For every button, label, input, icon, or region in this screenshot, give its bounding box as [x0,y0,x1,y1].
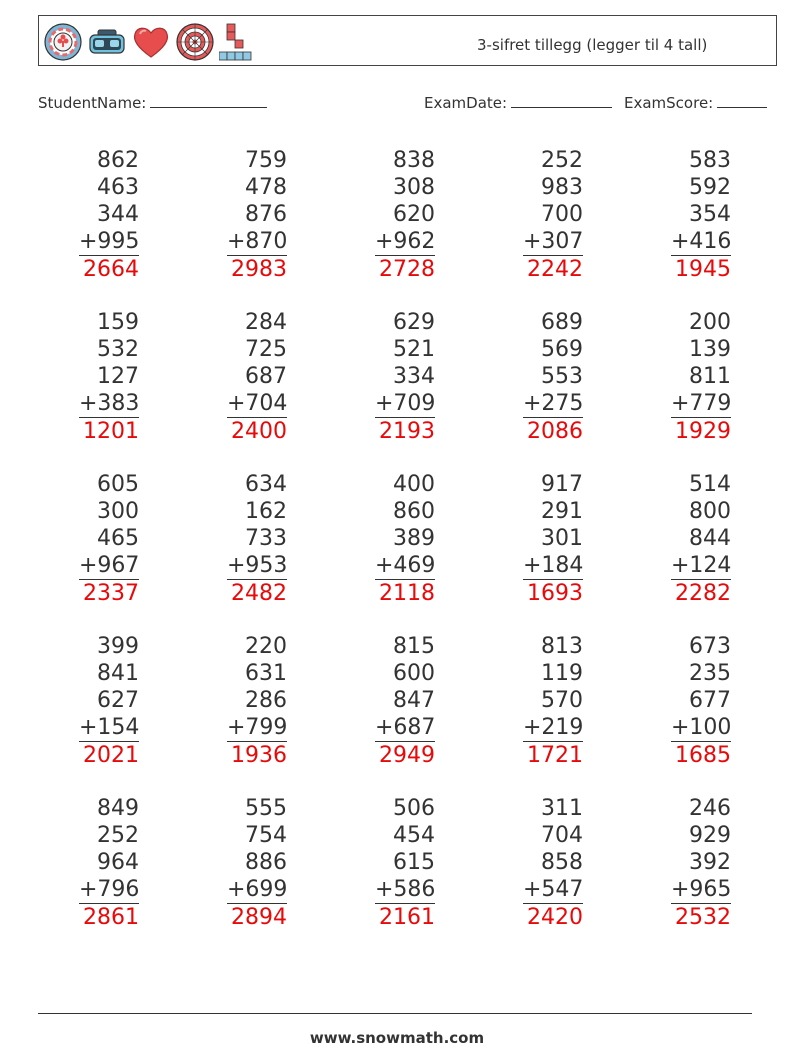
addend: 532 [97,337,139,362]
addend: 159 [97,310,139,335]
student-name-line[interactable] [150,93,267,108]
addend: 815 [393,634,435,659]
student-name-label: StudentName: [38,94,147,112]
addend: 876 [245,202,287,227]
answer: 1201 [83,419,139,444]
addend: 308 [393,175,435,200]
answer: 2118 [379,581,435,606]
problem-r3-c5 [671,471,731,607]
header-icons [43,22,259,62]
answer: 1945 [675,257,731,282]
addend-with-plus: +469 [375,553,436,578]
answer: 2420 [527,905,583,930]
addend: 399 [97,634,139,659]
addend: 983 [541,175,583,200]
problem-r4-c4 [523,633,583,769]
addend: 300 [97,499,139,524]
addend-with-plus: +275 [523,391,584,416]
answer: 2161 [379,905,435,930]
addend: 200 [689,310,731,335]
addend: 555 [245,796,287,821]
answer: 2894 [231,905,287,930]
answer: 1929 [675,419,731,444]
problem-r5-c3 [375,795,435,931]
problem-r2-c3 [375,309,435,445]
addend: 600 [393,661,435,686]
problem-r3-c4 [523,471,583,607]
addend: 704 [541,823,583,848]
vr-headset-icon [87,22,127,62]
footer-site: www.snowmath.com [309,1029,485,1047]
addend: 521 [393,337,435,362]
poker-chip-icon [43,22,83,62]
problem-r1-c5 [671,147,731,283]
exam-score-label: ExamScore: [624,94,714,112]
addend-with-plus: +953 [227,553,288,578]
problem-r4-c2 [227,633,287,769]
answer: 2282 [675,581,731,606]
addend: 252 [541,148,583,173]
addend: 286 [245,688,287,713]
addend: 570 [541,688,583,713]
addend: 592 [689,175,731,200]
problem-r4-c5 [671,633,731,769]
addend: 677 [689,688,731,713]
addend: 334 [393,364,435,389]
worksheet-title: 3-sifret tillegg (legger til 4 tall) [477,36,708,54]
addend: 700 [541,202,583,227]
addend-with-plus: +184 [523,553,584,578]
addend: 813 [541,634,583,659]
worksheet-header [38,15,777,66]
problem-r1-c1 [79,147,139,283]
exam-date-label: ExamDate: [424,94,508,112]
addend: 392 [689,850,731,875]
addend: 849 [97,796,139,821]
addend-with-plus: +779 [671,391,732,416]
addend: 354 [689,202,731,227]
addend: 862 [97,148,139,173]
addend: 844 [689,526,731,551]
addend: 127 [97,364,139,389]
problem-r1-c3 [375,147,435,283]
addend: 400 [393,472,435,497]
problem-r2-c1 [79,309,139,445]
answer: 2193 [379,419,435,444]
addend: 631 [245,661,287,686]
addend: 389 [393,526,435,551]
addend: 629 [393,310,435,335]
addend: 847 [393,688,435,713]
problem-r4-c1 [79,633,139,769]
addend: 478 [245,175,287,200]
addend: 687 [245,364,287,389]
student-name-field[interactable] [38,93,267,112]
answer: 2400 [231,419,287,444]
addend: 284 [245,310,287,335]
addend: 689 [541,310,583,335]
addend-with-plus: +995 [79,229,140,254]
addend-with-plus: +547 [523,877,584,902]
addend-with-plus: +709 [375,391,436,416]
addend-with-plus: +307 [523,229,584,254]
addend-with-plus: +699 [227,877,288,902]
addend-with-plus: +154 [79,715,140,740]
answer: 2983 [231,257,287,282]
answer: 2664 [83,257,139,282]
addend: 620 [393,202,435,227]
exam-date-field[interactable] [424,93,612,112]
addend-with-plus: +965 [671,877,732,902]
addend: 725 [245,337,287,362]
addend-with-plus: +704 [227,391,288,416]
addend: 344 [97,202,139,227]
addend: 627 [97,688,139,713]
problem-r5-c4 [523,795,583,931]
addend-with-plus: +687 [375,715,436,740]
addend: 811 [689,364,731,389]
answer: 2086 [527,419,583,444]
answer: 1693 [527,581,583,606]
problem-r3-c1 [79,471,139,607]
answer: 2949 [379,743,435,768]
addend: 220 [245,634,287,659]
addend: 929 [689,823,731,848]
answer: 1721 [527,743,583,768]
addend: 553 [541,364,583,389]
addend: 583 [689,148,731,173]
problem-r4-c3 [375,633,435,769]
addend: 235 [689,661,731,686]
addend: 858 [541,850,583,875]
addend: 754 [245,823,287,848]
addend: 301 [541,526,583,551]
problem-r1-c2 [227,147,287,283]
addend-with-plus: +100 [671,715,732,740]
answer: 2861 [83,905,139,930]
addend: 759 [245,148,287,173]
addend-with-plus: +416 [671,229,732,254]
answer: 2728 [379,257,435,282]
addend: 605 [97,472,139,497]
addend: 139 [689,337,731,362]
answer: 2242 [527,257,583,282]
dartboard-icon [175,22,215,62]
addend: 615 [393,850,435,875]
addend: 252 [97,823,139,848]
addend: 291 [541,499,583,524]
addend: 514 [689,472,731,497]
problem-r5-c5 [671,795,731,931]
problem-r3-c2 [227,471,287,607]
answer: 2482 [231,581,287,606]
answer: 1685 [675,743,731,768]
answer: 1936 [231,743,287,768]
addend-with-plus: +124 [671,553,732,578]
addend-with-plus: +967 [79,553,140,578]
addend: 311 [541,796,583,821]
exam-score-line[interactable] [717,93,767,108]
addend: 673 [689,634,731,659]
problem-r5-c2 [227,795,287,931]
addend: 465 [97,526,139,551]
addend: 917 [541,472,583,497]
addend-with-plus: +219 [523,715,584,740]
addend: 119 [541,661,583,686]
problem-r1-c4 [523,147,583,283]
addend: 838 [393,148,435,173]
addend: 841 [97,661,139,686]
problem-r3-c3 [375,471,435,607]
addend-with-plus: +870 [227,229,288,254]
addend: 454 [393,823,435,848]
addend: 634 [245,472,287,497]
problem-r5-c1 [79,795,139,931]
footer-rule [38,1013,752,1014]
answer: 2532 [675,905,731,930]
tetris-blocks-icon [219,22,259,62]
problem-r2-c4 [523,309,583,445]
addend: 569 [541,337,583,362]
answer: 2337 [83,581,139,606]
addend-with-plus: +962 [375,229,436,254]
addend-with-plus: +586 [375,877,436,902]
addend: 506 [393,796,435,821]
addend: 886 [245,850,287,875]
addend: 860 [393,499,435,524]
addend: 246 [689,796,731,821]
addend: 162 [245,499,287,524]
addend: 463 [97,175,139,200]
addend-with-plus: +796 [79,877,140,902]
addend: 733 [245,526,287,551]
addend: 800 [689,499,731,524]
addend-with-plus: +383 [79,391,140,416]
exam-score-field[interactable] [624,93,767,112]
addend: 964 [97,850,139,875]
answer: 2021 [83,743,139,768]
exam-date-line[interactable] [511,93,612,108]
problem-r2-c2 [227,309,287,445]
addend-with-plus: +799 [227,715,288,740]
heart-icon [131,22,171,62]
problem-r2-c5 [671,309,731,445]
